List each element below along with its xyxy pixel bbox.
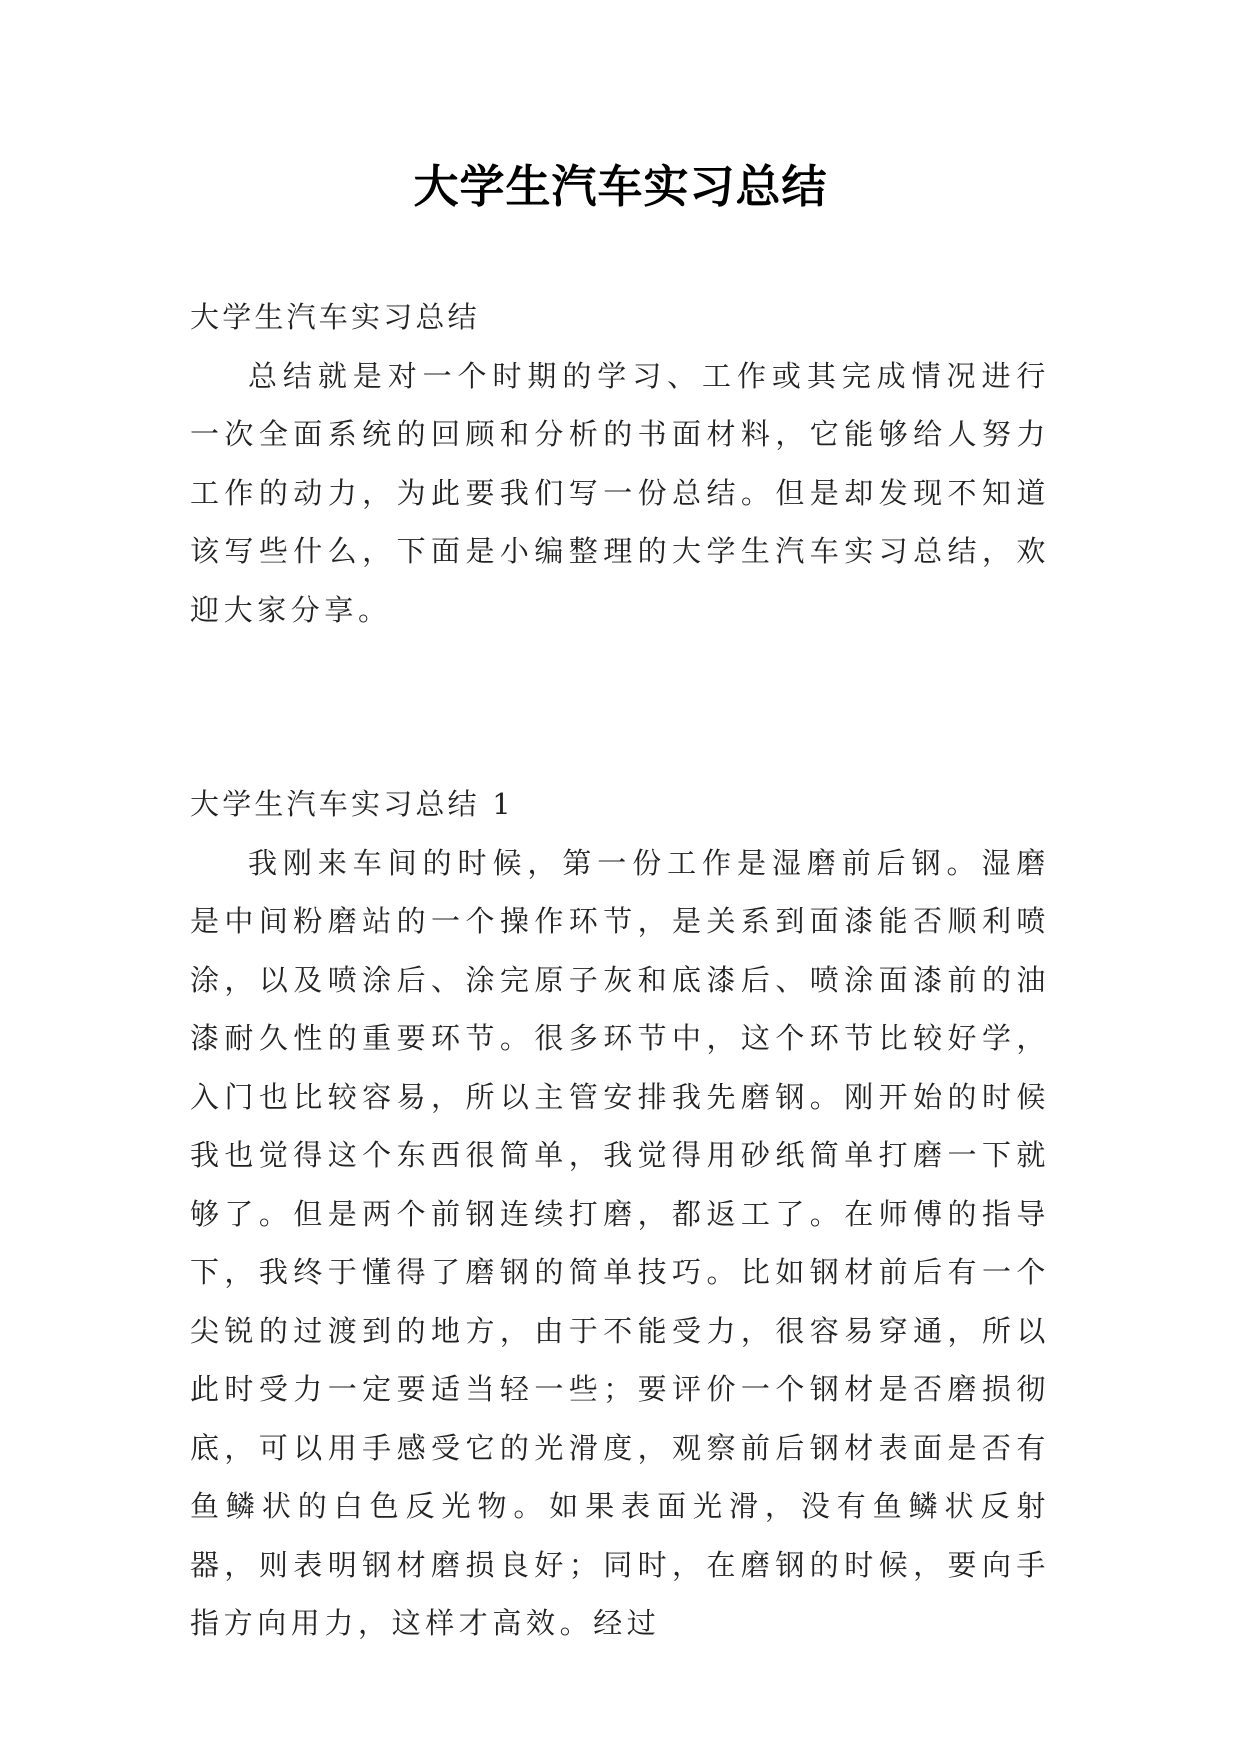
section-1 <box>190 775 1050 1653</box>
intro-heading: 大学生汽车实习总结 <box>190 300 480 334</box>
intro-section <box>190 288 1050 639</box>
section-1-heading: 大学生汽车实习总结 1 <box>190 787 514 821</box>
intro-paragraph: 总结就是对一个时期的学习、工作或其完成情况进行一次全面系统的回顾和分析的书面材料，它能够给人努力工作的动力，为此要我们写一份总结。但是却发现不知道该写些什么，下面是小编整理的大学生汽车实习总结，欢迎大家分享。 <box>190 358 1050 627</box>
section-1-paragraph: 我刚来车间的时候，第一份工作是湿磨前后钢。湿磨是中间粉磨站的一个操作环节，是关系到面漆能否顺利喷涂，以及喷涂后、涂完原子灰和底漆后、喷涂面漆前的油漆耐久性的重要环节。很多环节中，这个环节比较好学，入门也比较容易，所以主管安排我先磨钢。刚开始的时候我也觉得这个东西很简单，我觉得用砂纸简单打磨一下就够了。但是两个前钢连续打磨，都返工了。在师傅的指导下，我终于懂得了磨钢的简单技巧。比如钢材前后有一个尖锐的过渡到的地方，由于不能受力，很容易穿通，所以此时受力一定要适当轻一些；要评价一个钢材是否磨损彻底，可以用手感受它的光滑度，观察前后钢材表面是否有鱼鳞状的白色反光物。如果表面光滑，没有鱼鳞状反射器，则表明钢材磨损良好；同时，在磨钢的时候，要向手指方向用力，这样才高效。经过 <box>190 845 1050 1640</box>
document-title: 大学生汽车实习总结 <box>413 160 828 213</box>
